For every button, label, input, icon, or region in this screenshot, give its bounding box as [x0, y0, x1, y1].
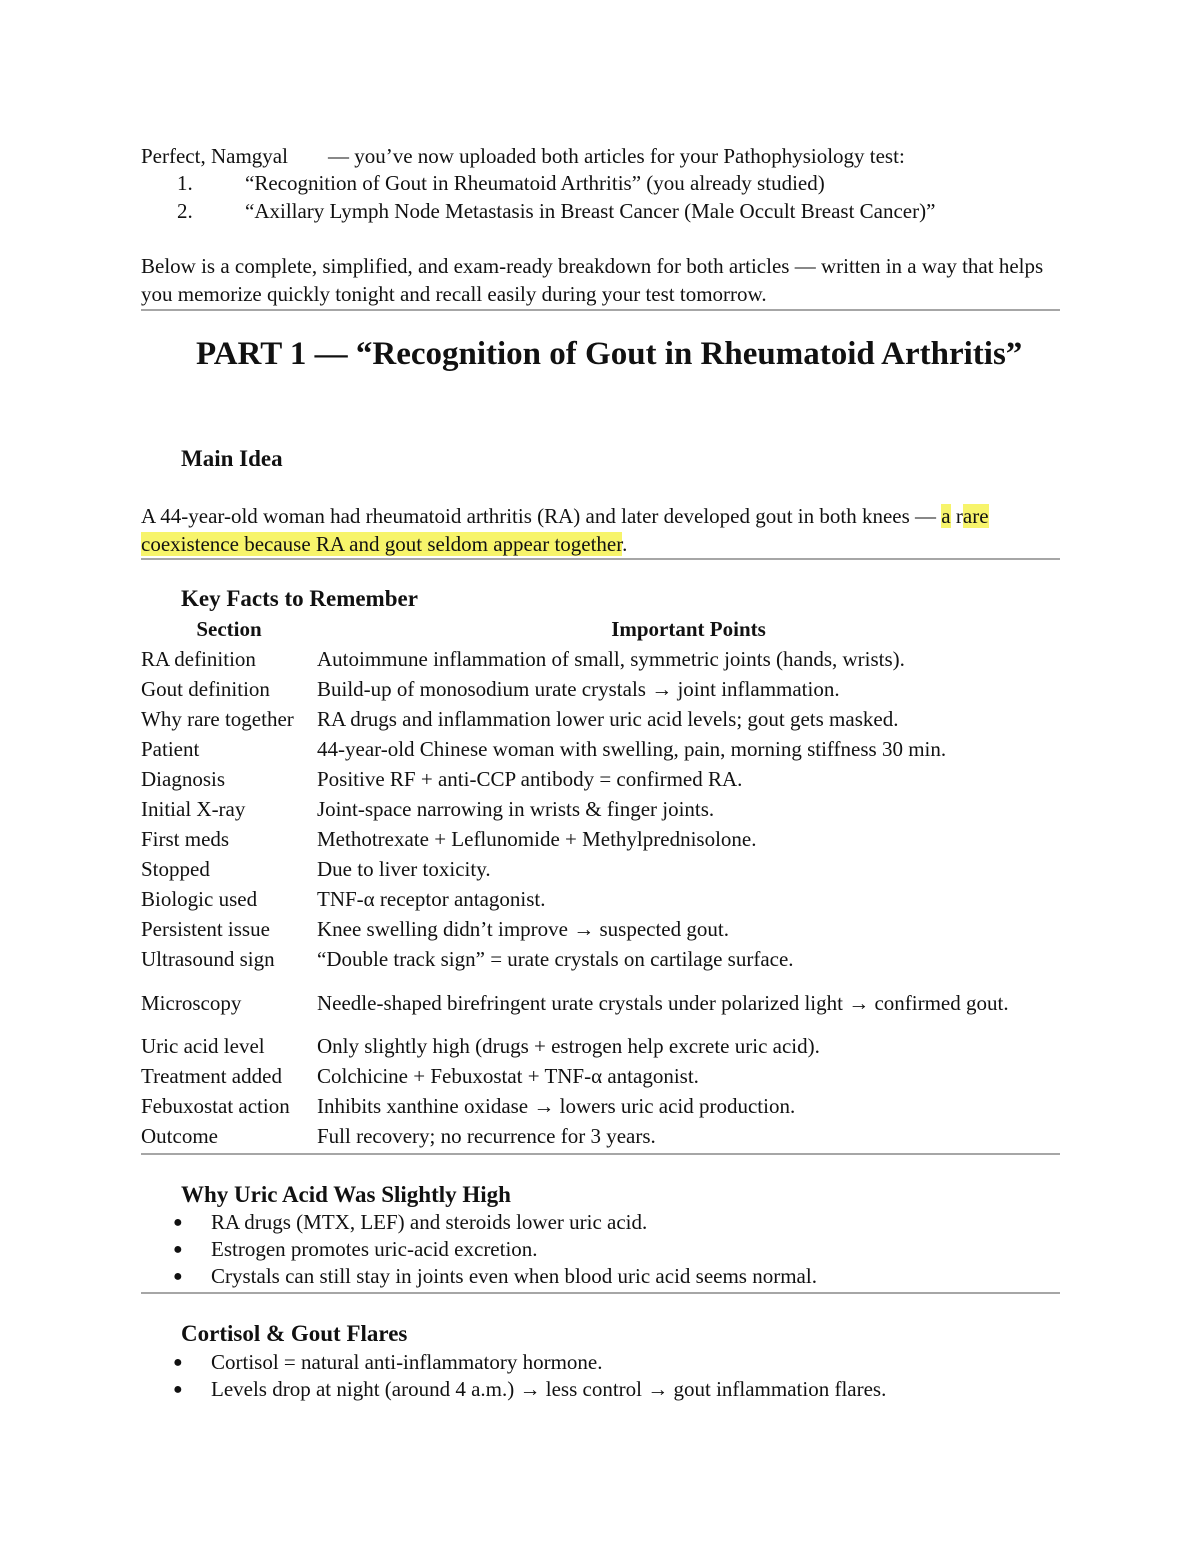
points-cell: Methotrexate + Leflunomide + Methylprednisolone.: [317, 827, 757, 851]
points-cell: Needle-shaped birefringent urate crystals under polarized light → confirmed gout.: [317, 990, 1009, 1015]
section-cell: Microscopy: [141, 990, 242, 1015]
table-row: [141, 674, 1060, 704]
bullet-icon: ●: [173, 1268, 183, 1285]
bullet-icon: ●: [173, 1381, 183, 1398]
cortisol-heading: Cortisol & Gout Flares: [181, 1321, 408, 1346]
list-item-text: Estrogen promotes uric-acid excretion.: [211, 1237, 538, 1261]
points-cell: Positive RF + anti-CCP antibody = confirmed RA.: [317, 767, 743, 791]
list-item-text: RA drugs (MTX, LEF) and steroids lower uric acid.: [211, 1210, 648, 1234]
table-row: [141, 764, 1060, 794]
points-cell: Colchicine + Febuxostat + TNF-α antagonist.: [317, 1064, 699, 1088]
section-cell: Febuxostat action: [141, 1094, 290, 1118]
key-facts-table: [141, 614, 1060, 1151]
list-item-text: Crystals can still stay in joints even when blood uric acid seems normal.: [211, 1264, 817, 1288]
intro-line: [141, 143, 905, 170]
part1-title: PART 1 — “Recognition of Gout in Rheumatoid Arthritis”: [196, 336, 1023, 372]
section-cell: Patient: [141, 737, 200, 761]
points-cell: RA drugs and inflammation lower uric acid levels; gout gets masked.: [317, 707, 899, 731]
section-cell: Treatment added: [141, 1064, 282, 1088]
highlighted-text: are coexistence because RA and gout seldom appear together: [141, 504, 989, 556]
points-cell: Joint-space narrowing in wrists & finger joints.: [317, 797, 715, 821]
article-title: “Axillary Lymph Node Metastasis in Breast Cancer (Male Occult Breast Cancer)”: [245, 199, 936, 223]
article-number: 2.: [177, 199, 193, 223]
points-cell: Due to liver toxicity.: [317, 857, 491, 881]
points-cell: Only slightly high (drugs + estrogen help excrete uric acid).: [317, 1034, 820, 1058]
main-idea-heading: Main Idea: [181, 446, 283, 471]
bullet-icon: ●: [173, 1241, 183, 1258]
uric-acid-list: [141, 1209, 817, 1290]
table-row: [141, 914, 1060, 944]
section-cell: First meds: [141, 827, 230, 851]
divider: [141, 558, 1060, 560]
table-row: [141, 1031, 1060, 1061]
uric-acid-heading: Why Uric Acid Was Slightly High: [181, 1182, 511, 1207]
article-title: “Recognition of Gout in Rheumatoid Arthritis” (you already studied): [245, 171, 825, 195]
points-cell: Build-up of monosodium urate crystals → joint inflammation.: [317, 677, 840, 701]
table-row: [141, 644, 1060, 674]
list-item: [141, 1209, 817, 1236]
article-number: 1.: [177, 171, 193, 195]
table-row: [141, 1091, 1060, 1121]
highlighted-text: a: [941, 504, 951, 528]
section-cell: Initial X-ray: [141, 797, 246, 821]
list-item-text: Cortisol = natural anti-inflammatory hormone.: [211, 1350, 603, 1374]
table-row: [141, 854, 1060, 884]
table-header-row: [141, 614, 1060, 644]
table-row: [141, 1121, 1060, 1151]
table-row: [141, 1061, 1060, 1091]
section-cell: Biologic used: [141, 887, 258, 911]
points-cell: Knee swelling didn’t improve → suspected gout.: [317, 917, 729, 941]
points-cell: 44-year-old Chinese woman with swelling, pain, morning stiffness 30 min.: [317, 737, 947, 761]
points-cell: Full recovery; no recurrence for 3 years.: [317, 1124, 656, 1148]
table-row: [141, 794, 1060, 824]
table-row: [141, 884, 1060, 914]
points-cell: Autoimmune inflammation of small, symmetric joints (hands, wrists).: [317, 647, 905, 671]
section-cell: Stopped: [141, 857, 210, 881]
section-cell: Gout definition: [141, 677, 270, 701]
bullet-icon: ●: [173, 1354, 183, 1371]
table-row: [141, 974, 1060, 1031]
main-idea-text-r: r: [955, 504, 963, 528]
intro-greeting: Perfect, Namgyal: [141, 144, 288, 168]
main-idea-text: [141, 502, 1060, 558]
table-row: [141, 704, 1060, 734]
points-cell: TNF-α receptor antagonist.: [317, 887, 546, 911]
section-cell: RA definition: [141, 647, 256, 671]
points-cell: Inhibits xanthine oxidase → lowers uric acid production.: [317, 1094, 796, 1118]
column-header-points: Important Points: [611, 616, 766, 641]
divider: [141, 1153, 1060, 1155]
list-item: [141, 1263, 817, 1290]
section-cell: Uric acid level: [141, 1034, 265, 1058]
table-row: [141, 944, 1060, 974]
main-idea-text-end: .: [622, 532, 628, 556]
points-cell: “Double track sign” = urate crystals on cartilage surface.: [317, 947, 794, 971]
divider: [141, 1292, 1060, 1294]
list-item: [141, 1236, 817, 1263]
bullet-icon: ●: [173, 1214, 183, 1231]
intro-text: — you’ve now uploaded both articles for your Pathophysiology test:: [327, 144, 905, 168]
intro-summary: Below is a complete, simplified, and exam-ready breakdown for both articles — written in a way that helps you memorize quickly tonight and recall easily during your test tomorrow.: [141, 254, 1044, 306]
divider: [141, 309, 1060, 311]
key-facts-heading: Key Facts to Remember: [181, 586, 418, 611]
main-idea-text-start: A 44-year-old woman had rheumatoid arthritis (RA) and later developed gout in both knees —: [141, 504, 942, 528]
column-header-section: Section: [196, 616, 262, 641]
table-row: [141, 734, 1060, 764]
list-item: [141, 1376, 886, 1403]
table-row: [141, 824, 1060, 854]
section-cell: Ultrasound sign: [141, 947, 275, 971]
list-item: [141, 1349, 886, 1376]
section-cell: Outcome: [141, 1124, 218, 1148]
cortisol-list: [141, 1349, 886, 1403]
section-cell: Diagnosis: [141, 767, 225, 791]
list-item-text: Levels drop at night (around 4 a.m.) → less control → gout inflammation flares.: [211, 1377, 887, 1401]
section-cell: Persistent issue: [141, 917, 270, 941]
section-cell: Why rare together: [141, 707, 294, 731]
